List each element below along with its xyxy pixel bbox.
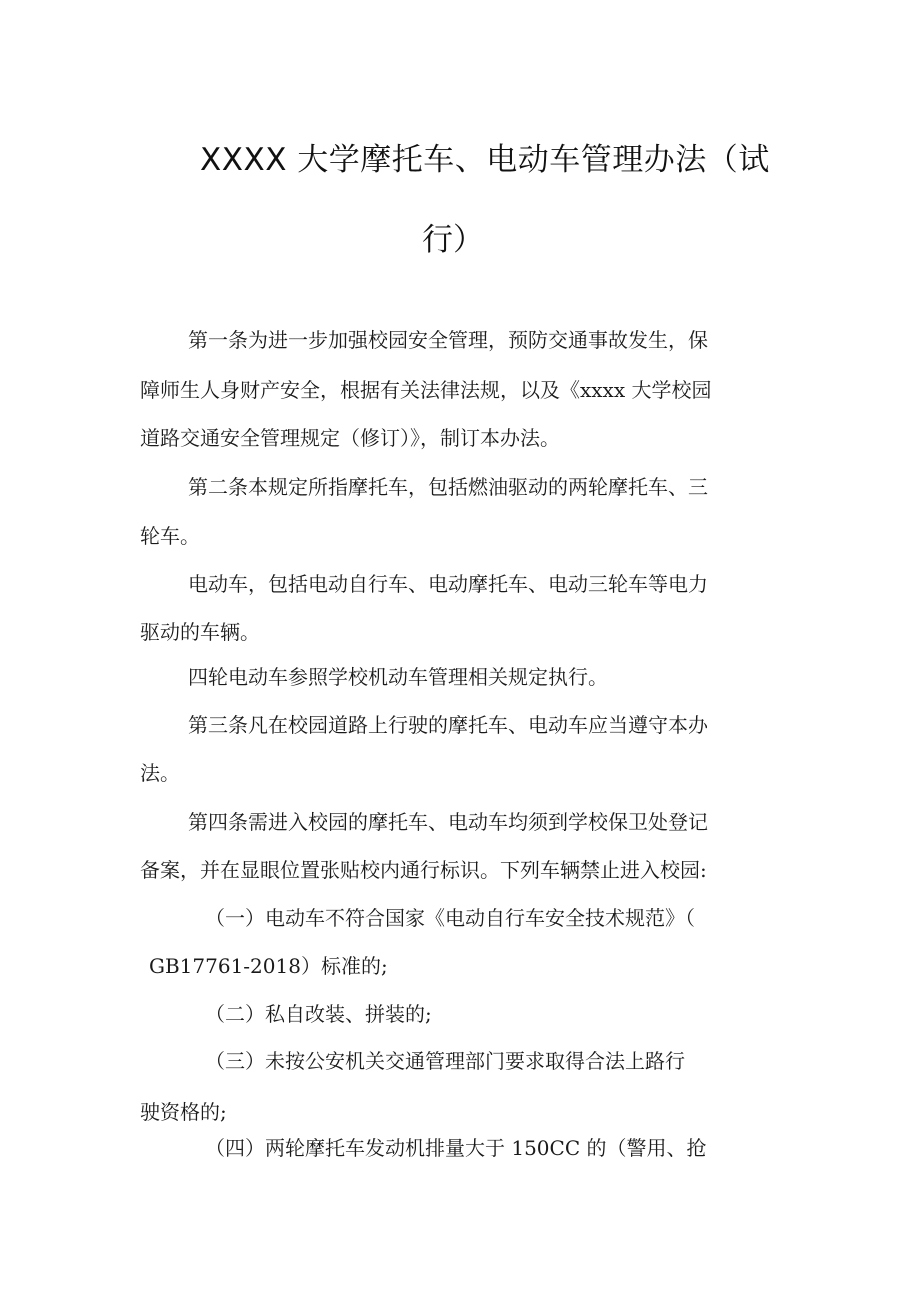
paragraph-line: 备案，并在显眼位置张贴校内通行标识。下列车辆禁止进入校园: [140,858,707,882]
paragraph-line: 道路交通安全管理规定（修订）》，制订本办法。 [140,426,560,450]
list-item-line: GB17761-2018）标准的; [149,954,388,978]
list-item-line: 驶资格的; [140,1100,227,1124]
list-item-line: （三）未按公安机关交通管理部门要求取得合法上路行 [205,1049,685,1073]
paragraph-line: 驱动的车辆。 [140,620,260,644]
paragraph-line: 电动车，包括电动自行车、电动摩托车、电动三轮车等电力 [188,572,708,596]
paragraph-line: 法。 [140,761,180,785]
paragraph-line: 第三条凡在校园道路上行驶的摩托车、电动车应当遵守本办 [188,713,708,737]
paragraph-line: 四轮电动车参照学校机动车管理相关规定执行。 [188,665,608,689]
paragraph-line: 第二条本规定所指摩托车，包括燃油驱动的两轮摩托车、三 [188,475,708,499]
paragraph-line: 第四条需进入校园的摩托车、电动车均须到学校保卫处登记 [188,810,708,834]
list-item-line: （一）电动车不符合国家《电动自行车安全技术规范》（ [205,906,695,930]
paragraph-line: 障师生人身财产安全，根据有关法律法规，以及《xxxx 大学校园 [140,378,712,402]
paragraph-line: 轮车。 [140,524,200,548]
paragraph-line: 第一条为进一步加强校园安全管理，预防交通事故发生，保 [188,328,708,352]
list-item-line: （二）私自改装、拼装的; [205,1002,432,1026]
document-title-line-1: XXXX 大学摩托车、电动车管理办法（试 [200,142,770,178]
list-item-line: （四）两轮摩托车发动机排量大于 150CC 的（警用、抢 [205,1136,707,1160]
document-title-line-2: 行） [422,222,484,258]
